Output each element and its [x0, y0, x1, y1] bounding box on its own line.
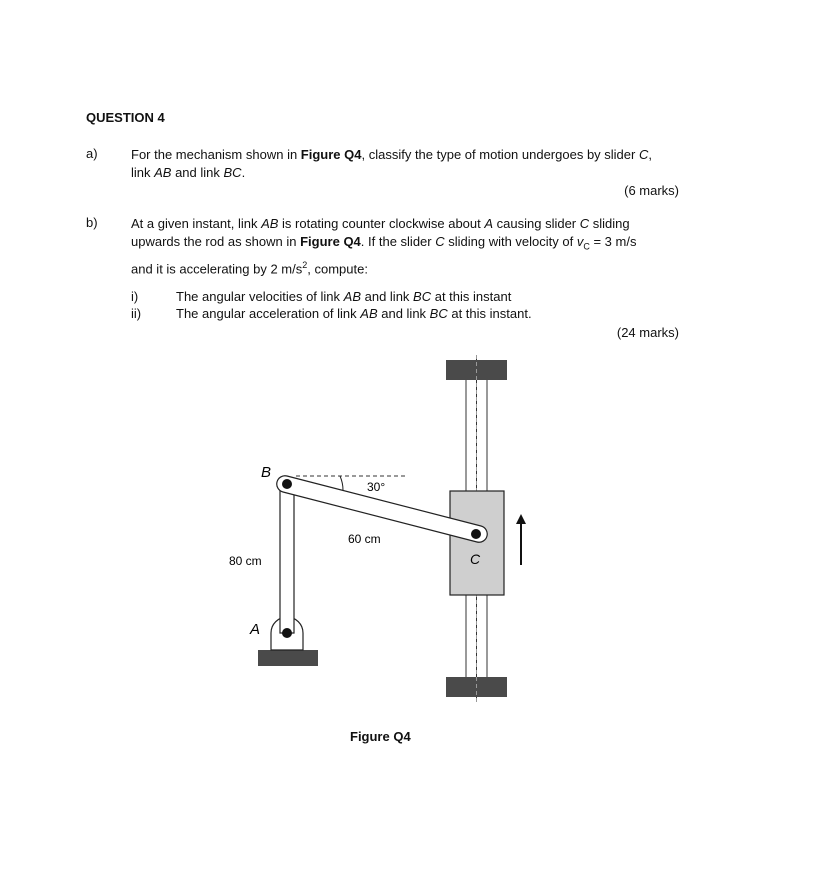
angle-arc [340, 476, 343, 490]
question-title: QUESTION 4 [86, 110, 165, 125]
part-a-text: For the mechanism shown in Figure Q4, classify the type of motion undergoes by slider C, link AB and link BC. [131, 147, 652, 180]
part-a-marks: (6 marks) [624, 183, 679, 198]
length-bc-label: 60 cm [348, 532, 381, 546]
item-ii-text: The angular acceleration of link AB and link BC at this instant. [176, 306, 532, 321]
label-a: A [250, 621, 261, 638]
link-ab [280, 486, 294, 633]
item-i-num: i) [131, 289, 139, 304]
length-ab-label: 80 cm [229, 554, 262, 568]
item-ii-num: ii) [131, 306, 142, 321]
velocity-arrow-icon [516, 514, 526, 565]
part-b-text: At a given instant, link AB is rotating counter clockwise about A causing slider C sliding upwards the rod as shown in Figure Q4. If the slider C sliding with velocity of $v_C = 3$ m/s and it is accelerating by 2 $m/s^2$, compute: [131, 216, 637, 276]
figure-caption: Figure Q4 [350, 729, 411, 744]
ground-a [258, 650, 318, 666]
part-b-label: b) [86, 215, 98, 230]
label-c: C [470, 551, 481, 567]
slider-c [450, 491, 504, 595]
item-i-text: The angular velocities of link AB and link BC at this instant [176, 289, 512, 304]
label-b: B [261, 464, 272, 481]
pin-a-icon [282, 628, 292, 638]
pin-b-icon [282, 479, 292, 489]
part-b-marks: (24 marks) [616, 325, 679, 340]
angle-label: 30° [367, 480, 386, 494]
part-a-label: a) [86, 146, 98, 161]
pin-c-icon [471, 529, 481, 539]
